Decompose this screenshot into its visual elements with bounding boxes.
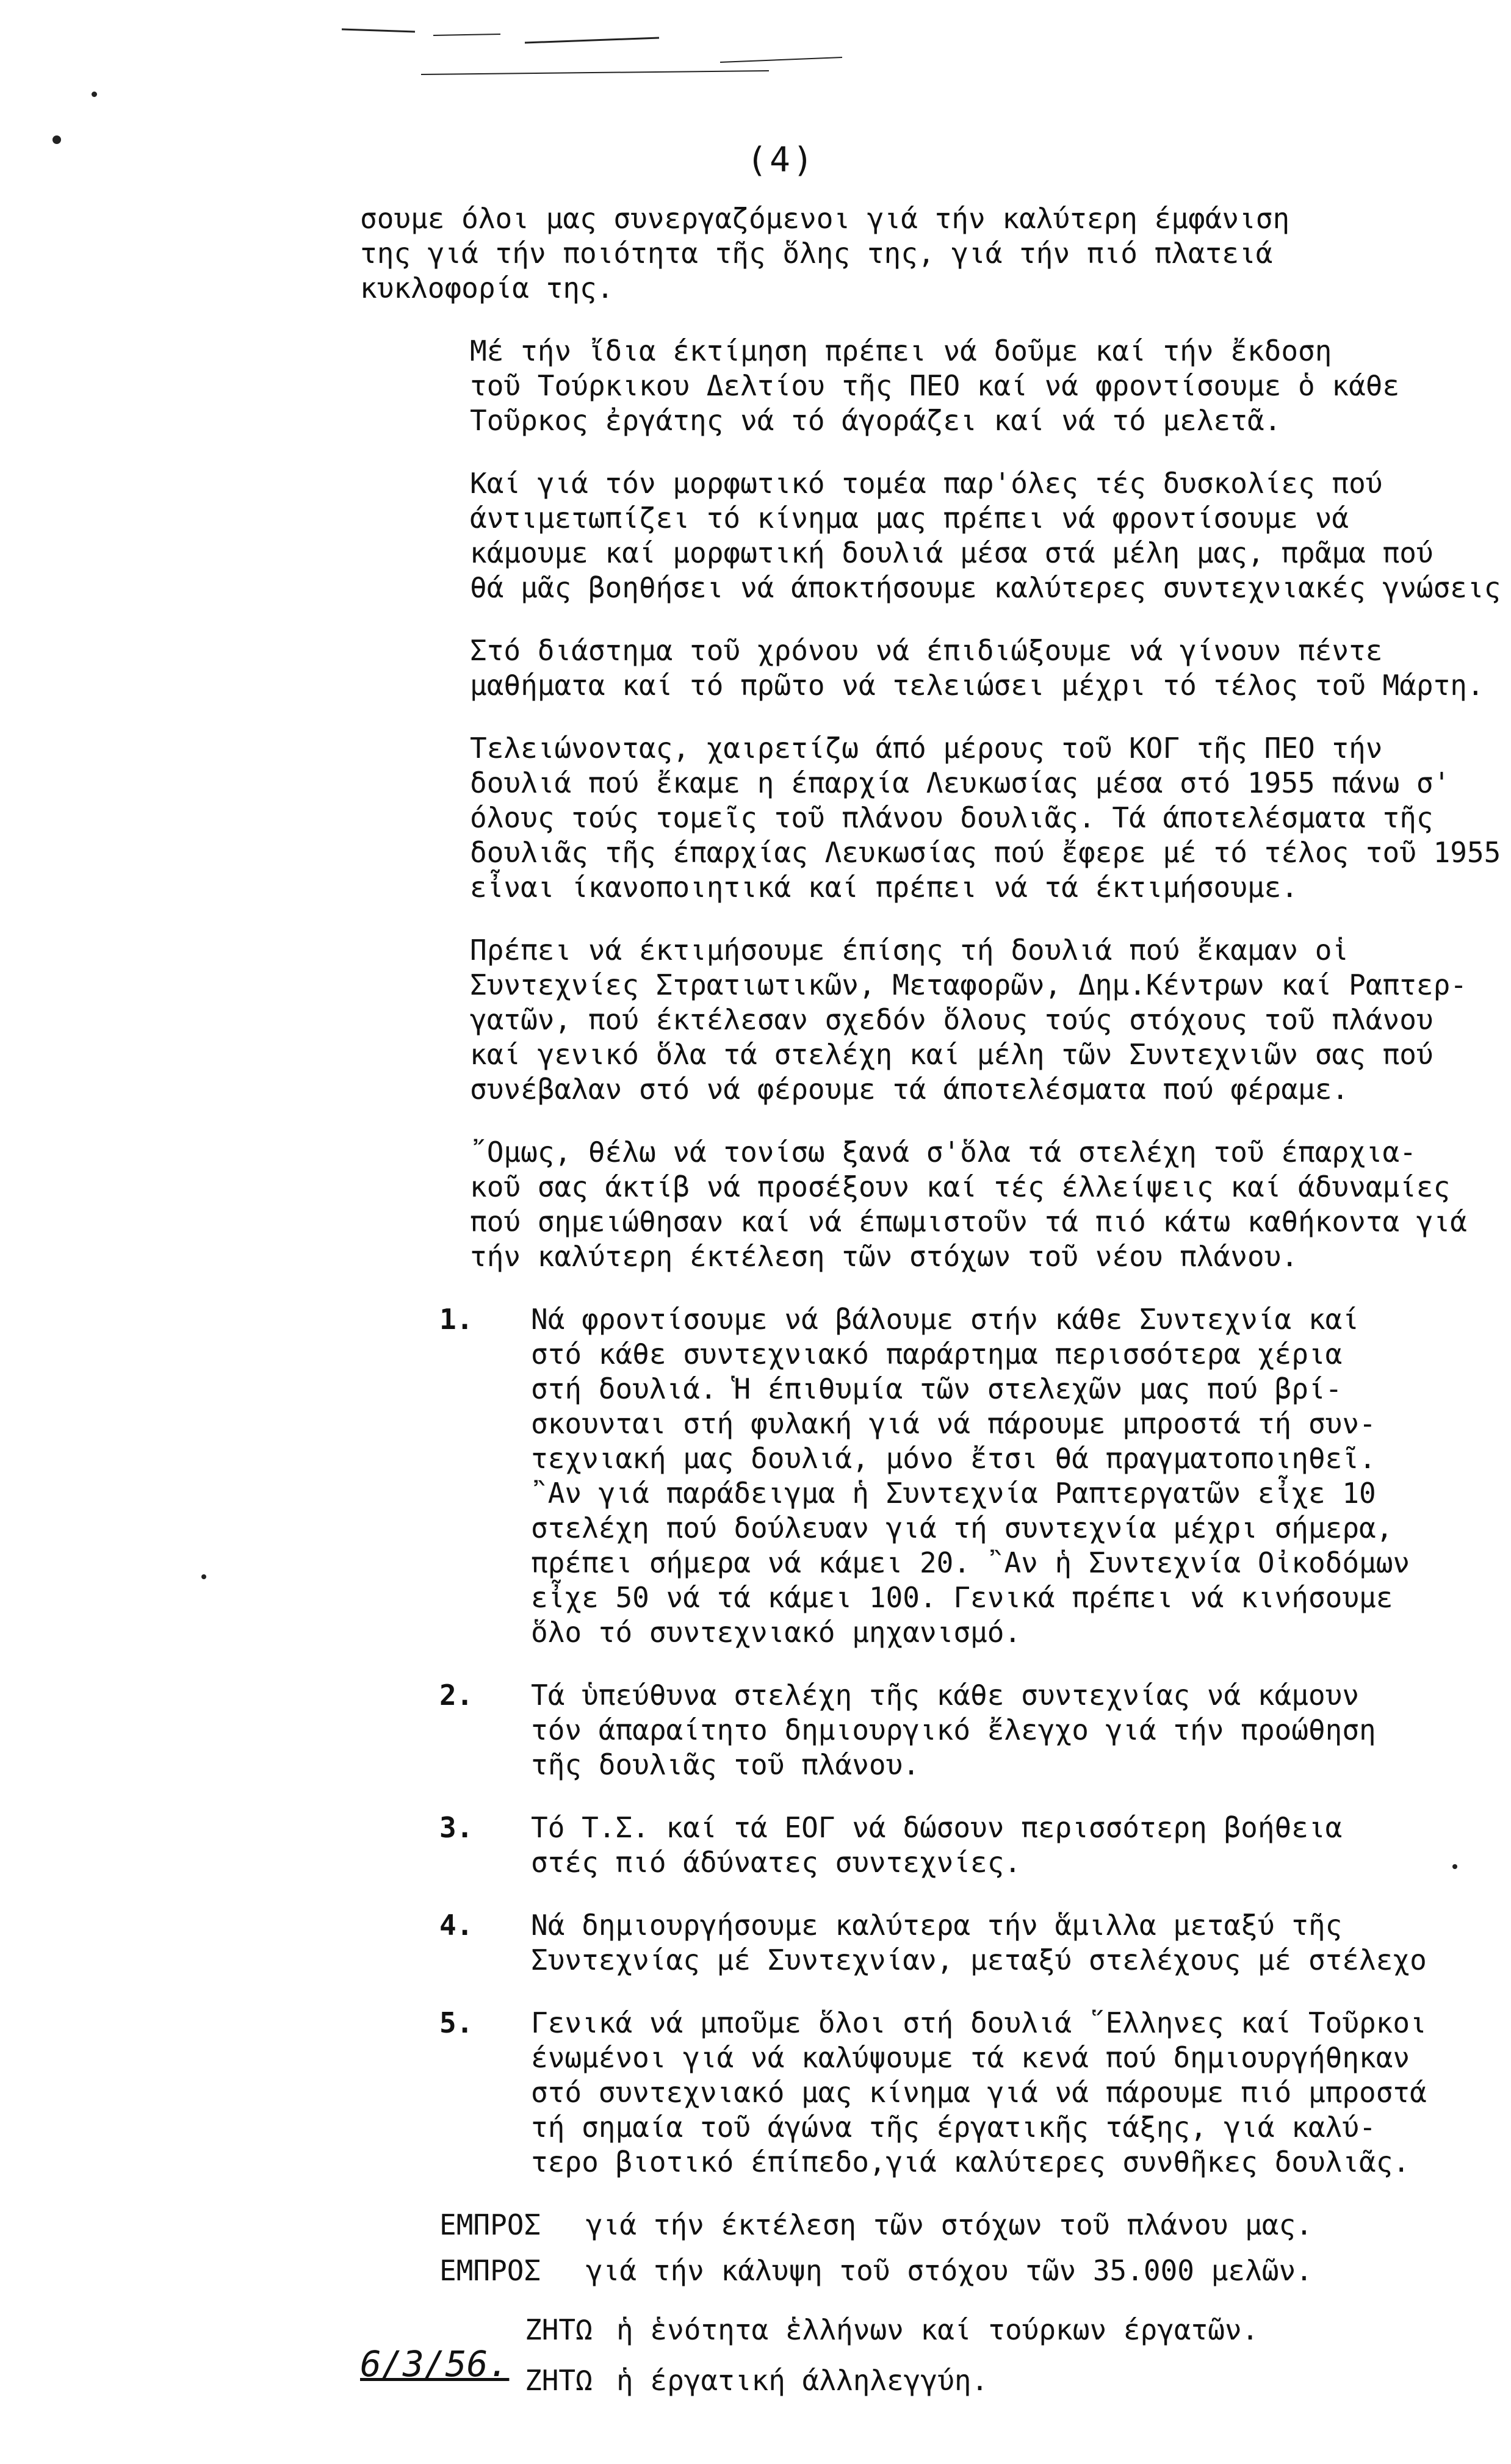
letter-body — [360, 201, 1501, 2414]
paragraph — [360, 933, 1495, 1107]
cheer-text: ἡ ἑνότητα ἑλλήνων καί τούρκων έργατῶν. — [616, 2313, 1259, 2346]
task-item — [360, 1678, 1495, 1782]
text-line: γατῶν, πού έκτέλεσαν σχεδόν ὅλους τούς στόχους τοῦ πλάνου — [470, 1003, 1433, 1036]
task-item — [360, 1810, 1495, 1880]
text-line: Τά ὑπεύθυνα στελέχη τῆς κάθε συντεχνίας νά κάμουν — [531, 1679, 1360, 1712]
slogan-keyword: ΕΜΠΡΟΣ — [439, 2254, 541, 2287]
text-line: κοῦ σας άκτίβ νά προσέξουν καί τές έλλείψεις καί άδυναμίες — [470, 1170, 1451, 1203]
cheer-keyword: ΖΗΤΩ — [525, 2313, 593, 2346]
cheer-text: ἡ έργατική άλληλεγγύη. — [616, 2364, 989, 2397]
text-line: εἶχε 50 νά τά κάμει 100. Γενικά πρέπει νά κινήσουμε — [531, 1581, 1393, 1614]
task-item — [360, 2006, 1495, 2180]
text-line: ένωμένοι γιά νά καλύψουμε τά κενά πού δημιουργήθηκαν — [531, 2041, 1410, 2074]
slogan-line — [439, 2208, 1495, 2242]
text-line: τερο βιοτικό έπίπεδο,γιά καλύτερες συνθῆκες δουλιᾶς. — [531, 2145, 1410, 2178]
text-line: Τοῦρκος ἐργάτης νά τό άγοράζει καί νά τό μελετᾶ. — [470, 404, 1282, 437]
text-line: Συντεχνίες Στρατιωτικῶν, Μεταφορῶν, Δημ.Κέντρων καί Ραπτερ- — [470, 968, 1467, 1001]
cheers — [525, 2313, 1495, 2398]
page-number: (4) — [746, 140, 816, 180]
text-line: Νά φροντίσουμε νά βάλουμε στήν κάθε Συντεχνία καί — [531, 1303, 1360, 1336]
text-line: ὅλο τό συντεχνιακό μηχανισμό. — [531, 1616, 1022, 1649]
paragraph — [360, 201, 1495, 306]
paragraph — [360, 334, 1495, 438]
task-number: 5. — [439, 2006, 474, 2039]
text-line: ῎Ομως, θέλω νά τονίσω ξανά σ'ὅλα τά στελέχη τοῦ έπαρχια- — [470, 1136, 1416, 1169]
slogan-line — [439, 2253, 1495, 2288]
text-line: τόν άπαραίτητο δημιουργικό ἔλεγχο γιά τήν προώθηση — [531, 1713, 1376, 1746]
text-line: τή σημαία τοῦ άγώνα τῆς έργατικῆς τάξης, γιά καλύ- — [531, 2111, 1376, 2144]
text-line: Τελειώνοντας, χαιρετίζω άπό μέρους τοῦ ΚΟΓ τῆς ΠΕΟ τήν — [470, 732, 1383, 765]
task-list — [360, 1302, 1495, 2180]
text-line: σκουνται στή φυλακή γιά νά πάρουμε μπροστά τή συν- — [531, 1407, 1376, 1440]
task-text — [531, 1678, 1495, 1782]
text-line: Γενικά νά μποῦμε ὅλοι στή δουλιά ῞Ελληνες καί Τοῦρκοι — [531, 2006, 1427, 2039]
task-text — [531, 1810, 1495, 1880]
text-line: Καί γιά τόν μορφωτικό τομέα παρ'όλες τές δυσκολίες πού — [470, 467, 1383, 500]
task-number: 1. — [439, 1303, 474, 1336]
text-line: μαθήματα καί τό πρῶτο νά τελειώσει μέχρι τό τέλος τοῦ Μάρτη. — [470, 669, 1484, 702]
text-line: τήν καλύτερη έκτέλεση τῶν στόχων τοῦ νέου πλάνου. — [470, 1240, 1299, 1273]
cheer-line — [525, 2363, 1495, 2398]
text-line: Πρέπει νά έκτιμήσουμε έπίσης τή δουλιά πού ἔκαμαν οἱ — [470, 934, 1349, 967]
text-line: της γιά τήν ποιότητα τῆς ὅλης της, γιά τήν πιό πλατειά — [360, 237, 1273, 270]
task-item — [360, 1302, 1495, 1650]
text-line: στό κάθε συντεχνιακό παράρτημα περισσότερα χέρια — [531, 1338, 1343, 1371]
text-line: κάμουμε καί μορφωτική δουλιά μέσα στά μέλη μας, πρᾶμα πού — [470, 536, 1433, 569]
task-number: 4. — [439, 1909, 474, 1942]
task-item — [360, 1908, 1495, 1978]
text-line: εἶναι ίκανοποιητικά καί πρέπει νά τά έκτιμήσουμε. — [470, 871, 1299, 904]
text-line: στές πιό άδύνατες συντεχνίες. — [531, 1846, 1022, 1879]
text-line: θά μᾶς βοηθήσει νά άποκτήσουμε καλύτερες συντεχνιακές γνώσεις — [470, 571, 1501, 604]
text-line: άντιμετωπίζει τό κίνημα μας πρέπει νά φροντίσουμε νά — [470, 502, 1349, 535]
text-line: Στό διάστημα τοῦ χρόνου νά έπιδιώξουμε νά γίνουν πέντε — [470, 634, 1383, 667]
paragraph — [360, 466, 1501, 605]
document-date: 6/3/56. — [360, 2343, 510, 2385]
text-line: καί γενικό ὅλα τά στελέχη καί μέλη τῶν Συντεχνιῶν σας πού — [470, 1038, 1433, 1071]
margin-ink-dot — [201, 1574, 206, 1579]
task-text — [531, 1302, 1495, 1650]
text-line: στό συντεχνιακό μας κίνημα γιά νά πάρουμε πιό μπροστά — [531, 2076, 1427, 2109]
paragraph — [360, 1135, 1495, 1274]
text-line: ῍Αν γιά παράδειγμα ἡ Συντεχνία Ραπτεργατῶν εἶχε 10 — [531, 1477, 1376, 1510]
paragraph — [360, 731, 1501, 905]
text-line: δουλιᾶς τῆς έπαρχίας Λευκωσίας πού ἔφερε μέ τό τέλος τοῦ 1955 — [470, 836, 1501, 869]
text-line: όλους τούς τομεῖς τοῦ πλάνου δουλιᾶς. Τά άποτελέσματα τῆς — [470, 801, 1433, 834]
scan-artifact-lines — [342, 18, 1062, 85]
text-line: σουμε όλοι μας συνεργαζόμενοι γιά τήν καλύτερη έμφάνιση — [360, 202, 1290, 235]
cheer-line — [525, 2313, 1495, 2347]
cheer-keyword: ΖΗΤΩ — [525, 2364, 593, 2397]
text-line: τοῦ Τούρκικου Δελτίου τῆς ΠΕΟ καί νά φροντίσουμε ὁ κάθε — [470, 369, 1400, 402]
task-number: 2. — [439, 1679, 474, 1712]
text-line: πρέπει σήμερα νά κάμει 20. ῍Αν ἡ Συντεχνία Οἰκοδόμων — [531, 1546, 1410, 1579]
text-line: δουλιά πού ἔκαμε η έπαρχία Λευκωσίας μέσα στό 1955 πάνω σ' — [470, 766, 1451, 799]
text-line: Συντεχνίας μέ Συντεχνίαν, μεταξύ στελέχους μέ στέλεχο — [531, 1943, 1427, 1976]
task-text — [531, 2006, 1495, 2180]
text-line: συνέβαλαν στό νά φέρουμε τά άποτελέσματα πού φέραμε. — [470, 1073, 1349, 1106]
slogans — [439, 2208, 1495, 2288]
text-line: στελέχη πού δούλευαν γιά τή συντεχνία μέχρι σήμερα, — [531, 1511, 1393, 1544]
text-line: Τό Τ.Σ. καί τά ΕΟΓ νά δώσουν περισσότερη βοήθεια — [531, 1811, 1343, 1844]
slogan-keyword: ΕΜΠΡΟΣ — [439, 2208, 541, 2241]
text-line: πού σημειώθησαν καί νά έπωμιστοῦν τά πιό κάτω καθήκοντα γιά — [470, 1205, 1467, 1238]
slogan-text: γιά τήν έκτέλεση τῶν στόχων τοῦ πλάνου μας. — [586, 2208, 1313, 2241]
text-line: στή δουλιά. Ἡ έπιθυμία τῶν στελεχῶν μας πού βρί- — [531, 1372, 1343, 1405]
text-line: κυκλοφορία της. — [360, 272, 614, 304]
margin-ink-dot — [52, 135, 61, 144]
text-line: Νά δημιουργήσουμε καλύτερα τήν ἅμιλλα μεταξύ τῆς — [531, 1909, 1343, 1942]
text-line: τεχνιακή μας δουλιά, μόνο ἔτσι θά πραγματοποιηθεῖ. — [531, 1442, 1376, 1475]
text-line: Μέ τήν ἴδια έκτίμηση πρέπει νά δοῦμε καί τήν ἔκδοση — [470, 334, 1332, 367]
margin-ink-dot — [92, 92, 97, 97]
paragraphs — [360, 201, 1501, 1274]
slogan-text: γιά τήν κάλυψη τοῦ στόχου τῶν 35.000 μελῶν. — [586, 2254, 1313, 2287]
text-line: τῆς δουλιᾶς τοῦ πλάνου. — [531, 1748, 920, 1781]
task-text — [531, 1908, 1495, 1978]
task-number: 3. — [439, 1811, 474, 1844]
paragraph — [360, 633, 1495, 703]
